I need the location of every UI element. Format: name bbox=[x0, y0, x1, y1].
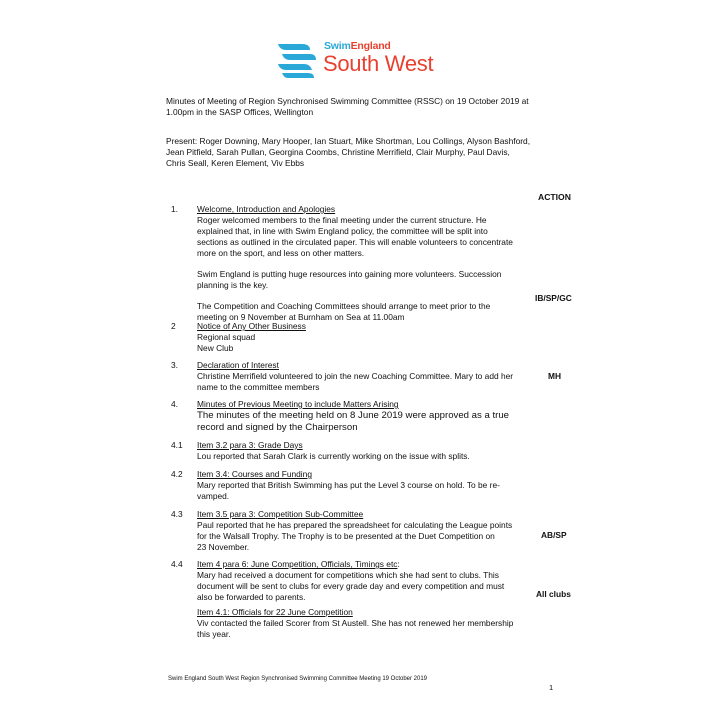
item-4 bbox=[197, 399, 537, 434]
item-line: record and signed by the Chairperson bbox=[197, 422, 358, 433]
present-line: Present: Roger Downing, Mary Hooper, Ian Stuart, Mike Shortman, Lou Collings, Alyson Bashford, bbox=[166, 136, 531, 146]
item-4-3 bbox=[197, 509, 537, 553]
item-line: Mary reported that British Swimming has put the Level 3 course on hold. To be re- bbox=[197, 480, 500, 490]
item-line: New Club bbox=[197, 343, 234, 353]
item-line: Swim England is putting huge resources into gaining more volunteers. Succession bbox=[197, 269, 502, 279]
item-heading: Item 4 para 6: June Competition, Officials, Timings etc bbox=[197, 559, 398, 569]
item-line: The minutes of the meeting held on 8 June 2019 were approved as a true bbox=[197, 410, 509, 421]
item-line: vamped. bbox=[197, 491, 230, 501]
item-line: explained that, in line with Swim England policy, the committee will be split into bbox=[197, 226, 488, 236]
item-heading-row bbox=[197, 559, 537, 570]
page-number: 1 bbox=[549, 683, 554, 692]
item-heading: Minutes of Previous Meeting to include Matters Arising bbox=[197, 399, 399, 409]
item-line: Viv contacted the failed Scorer from St Austell. She has not renewed her membership bbox=[197, 618, 514, 628]
page-footer: Swim England South West Region Synchronised Swimming Committee Meeting 19 October 2019 bbox=[168, 676, 428, 682]
item-heading: Item 3.4: Courses and Funding bbox=[197, 469, 312, 479]
action-column-header: ACTION bbox=[538, 192, 571, 202]
item-line: for the Walsall Trophy. The Trophy is to be presented at the Duet Competition on bbox=[197, 531, 495, 541]
swim-england-south-west-logo bbox=[276, 40, 446, 80]
logo-line1: SwimEngland bbox=[324, 40, 391, 52]
item-number: 2 bbox=[171, 321, 176, 331]
swim-waves-icon bbox=[276, 40, 318, 80]
meeting-intro bbox=[166, 96, 529, 118]
item-heading: Welcome, Introduction and Apologies bbox=[197, 204, 336, 214]
intro-line: Minutes of Meeting of Region Synchronised Swimming Committee (RSSC) on 19 October 2019 at bbox=[166, 96, 529, 106]
item-4-2 bbox=[197, 469, 537, 502]
item-4-4 bbox=[197, 559, 537, 603]
item-heading: Declaration of Interest bbox=[197, 360, 279, 370]
item-line: Roger welcomed members to the final meeting under the current structure. He bbox=[197, 215, 487, 225]
item-line: sections as outlined in the circulated paper. This will enable volunteers to concentrate bbox=[197, 237, 513, 247]
item-heading: Item 3.2 para 3: Grade Days bbox=[197, 440, 303, 450]
heading-suffix: : bbox=[397, 559, 400, 569]
item-4-4-sub bbox=[197, 607, 537, 640]
item-line: more on the sport, and less on other matters. bbox=[197, 248, 365, 258]
item-3 bbox=[197, 360, 537, 393]
item-line: Regional squad bbox=[197, 332, 256, 342]
item-line: Christine Merrifield volunteered to join the new Coaching Committee. Mary to add her bbox=[197, 371, 514, 381]
item-number: 1. bbox=[171, 204, 178, 214]
item-line: Mary had received a document for competitions which she had sent to clubs. This bbox=[197, 570, 499, 580]
item-line: Paul reported that he has prepared the spreadsheet for calculating the League points bbox=[197, 520, 513, 530]
item-line: 23 November. bbox=[197, 542, 250, 552]
item-line: planning is the key. bbox=[197, 280, 269, 290]
item-line: also be forwarded to parents. bbox=[197, 592, 306, 602]
item-line: name to the committee members bbox=[197, 382, 320, 392]
item-line: Lou reported that Sarah Clark is currently working on the issue with splits. bbox=[197, 451, 470, 461]
spacer bbox=[197, 259, 537, 269]
intro-line: 1.00pm in the SASP Offices, Wellington bbox=[166, 107, 314, 117]
item-heading: Item 3.5 para 3: Competition Sub-Committee bbox=[197, 509, 364, 519]
present-line: Chris Seall, Keren Element, Viv Ebbs bbox=[166, 158, 305, 168]
item-number: 3. bbox=[171, 360, 178, 370]
action-owner: AB/SP bbox=[541, 530, 567, 540]
logo-line2: South West bbox=[323, 51, 434, 76]
action-owner: IB/SP/GC bbox=[535, 293, 572, 303]
present-line: Jean Pitfield, Sarah Pullan, Georgina Coombs, Christine Merrifield, Clair Murphy, Paul Davis, bbox=[166, 147, 510, 157]
item-number: 4.2 bbox=[171, 469, 183, 479]
item-line: document will be sent to clubs for every grade day and every competition and must bbox=[197, 581, 505, 591]
item-2 bbox=[197, 321, 537, 354]
item-4-1 bbox=[197, 440, 537, 462]
item-1 bbox=[197, 204, 537, 323]
action-owner: MH bbox=[548, 371, 562, 381]
action-owner: All clubs bbox=[536, 589, 571, 599]
item-heading: Notice of Any Other Business bbox=[197, 321, 306, 331]
present-list bbox=[166, 136, 530, 169]
item-number: 4.3 bbox=[171, 509, 183, 519]
item-line: The Competition and Coaching Committees should arrange to meet prior to the bbox=[197, 301, 491, 311]
spacer bbox=[197, 291, 537, 301]
item-heading: Item 4.1: Officials for 22 June Competition bbox=[197, 607, 353, 617]
item-line: meeting on 9 November at Burnham on Sea at 11.00am bbox=[197, 312, 405, 322]
item-number: 4.1 bbox=[171, 440, 183, 450]
item-line: this year. bbox=[197, 629, 231, 639]
item-number: 4.4 bbox=[171, 559, 183, 569]
item-number: 4. bbox=[171, 399, 178, 409]
